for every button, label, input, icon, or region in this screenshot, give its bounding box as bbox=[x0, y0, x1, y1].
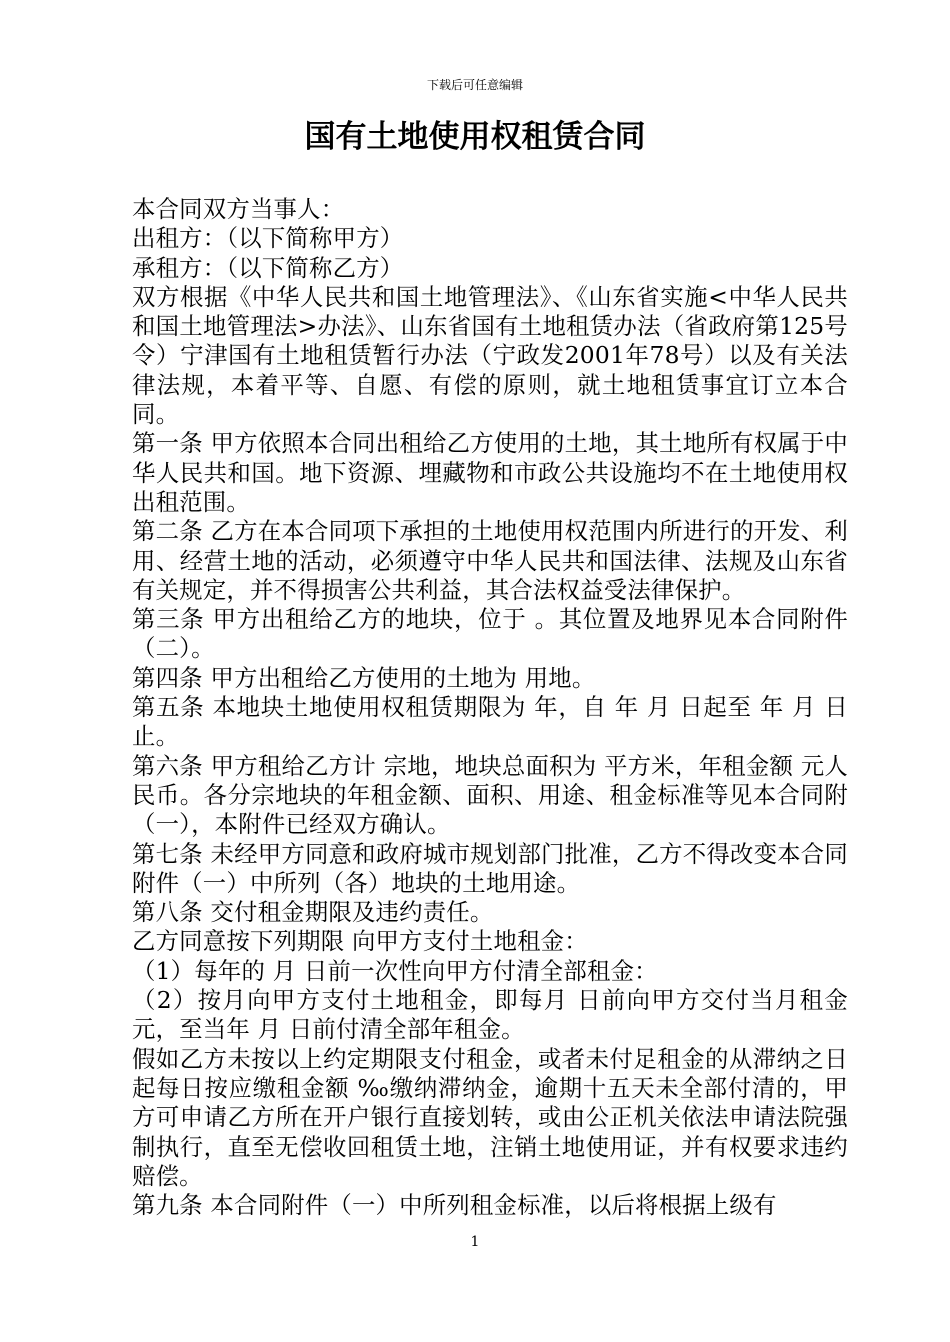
page-number: 1 bbox=[470, 1234, 480, 1250]
paragraph-article-9: 第九条 本合同附件（一）中所列租金标准，以后将根据上级有 bbox=[132, 1191, 777, 1220]
paragraph-payment-option-1: （1）每年的 月 日前一次性向甲方付清全部租金： bbox=[132, 956, 658, 985]
document-title: 国有土地使用权租赁合同 bbox=[304, 119, 646, 155]
document-body bbox=[132, 195, 848, 1220]
paragraph-lessor: 出租方：（以下简称甲方） bbox=[132, 224, 404, 253]
paragraph-article-3: 第三条 甲方出租给乙方的地块，位于 。其位置及地界见本合同附件（二）。 bbox=[132, 605, 848, 663]
header-note: 下载后可任意编辑 bbox=[426, 78, 523, 92]
paragraph-payment-option-2: （2）按月向甲方支付土地租金，即每月 日前向甲方交付当月租金 元，至当年 月 日前付清全部年租金。 bbox=[132, 986, 848, 1044]
paragraph-parties-intro: 本合同双方当事人： bbox=[132, 195, 345, 223]
paragraph-article-8: 第八条 交付租金期限及违约责任。 bbox=[132, 898, 494, 927]
paragraph-legal-basis: 双方根据《中华人民共和国土地管理法》、《山东省实施<中华人民共和国土地管理法>办法》、山东省国有土地租赁办法（省政府第125号令）宁津国有土地租赁暂行办法（宁政发2001年78号）以及有关法律法规，本着平等、自愿、有偿的原则，就土地租赁事宜订立本合同。 bbox=[132, 282, 848, 429]
paragraph-article-7: 第七条 未经甲方同意和政府城市规划部门批准，乙方不得改变本合同附件（一）中所列（各）地块的土地用途。 bbox=[132, 839, 848, 897]
paragraph-article-1: 第一条 甲方依照本合同出租给乙方使用的土地，其土地所有权属于中华人民共和国。地下资源、埋藏物和市政公共设施均不在土地使用权出租范围。 bbox=[132, 429, 848, 516]
paragraph-article-2: 第二条 乙方在本合同项下承担的土地使用权范围内所进行的开发、利用、经营土地的活动，必须遵守中华人民共和国法律、法规及山东省有关规定，并不得损害公共利益，其合法权益受法律保护。 bbox=[132, 517, 848, 604]
paragraph-lessee: 承租方：（以下简称乙方） bbox=[132, 253, 404, 282]
paragraph-payment-terms: 乙方同意按下列期限 向甲方支付土地租金： bbox=[132, 927, 588, 956]
paragraph-article-5: 第五条 本地块土地使用权租赁期限为 年，自 年 月 日起至 年 月 日止。 bbox=[132, 693, 848, 751]
paragraph-late-payment: 假如乙方未按以上约定期限支付租金，或者未付足租金的从滞纳之日起每日按应缴租金额 ‰缴纳滞纳金，逾期十五天未全部付清的，甲方可申请乙方所在开户银行直接划转，或由公正机关依法申请法院强制执行，直至无偿收回租赁土地，注销土地使用证，并有权要求违约赔偿。 bbox=[132, 1044, 848, 1190]
paragraph-article-6: 第六条 甲方租给乙方计 宗地，地块总面积为 平方米，年租金额 元人民币。各分宗地块的年租金额、面积、用途、租金标准等见本合同附（一），本附件已经双方确认。 bbox=[132, 751, 848, 839]
paragraph-article-4: 第四条 甲方出租给乙方使用的土地为 用地。 bbox=[132, 663, 596, 692]
